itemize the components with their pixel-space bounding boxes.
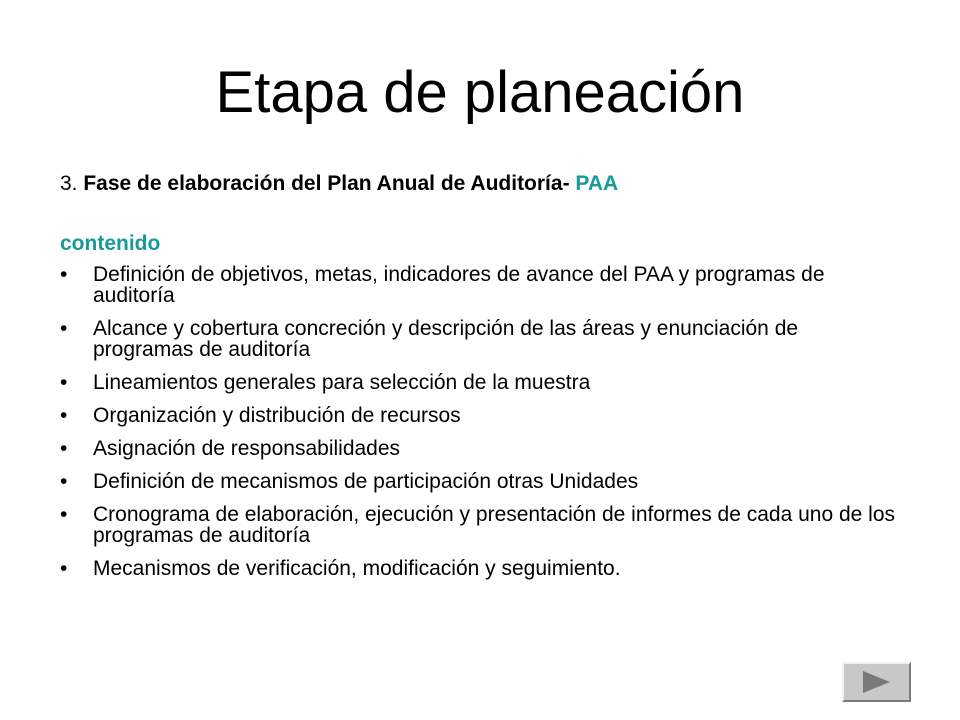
bullet-item (60, 372, 900, 393)
phase-heading (60, 170, 618, 198)
bullet-text: Mecanismos de verificación, modificación y seguimiento. (93, 557, 621, 580)
phase-number: 3. (60, 172, 84, 195)
bullet-item (60, 405, 900, 426)
bullet-marker: • (60, 503, 68, 526)
play-next-icon (863, 671, 890, 693)
bullet-text: Organización y distribución de recursos (93, 404, 461, 427)
bullet-marker: • (60, 317, 68, 340)
bullet-marker: • (60, 371, 68, 394)
bullet-marker: • (60, 263, 68, 286)
phase-title: Fase de elaboración del Plan Anual de Auditoría- (83, 172, 570, 195)
bullet-item (60, 438, 900, 459)
section-label: contenido (60, 232, 161, 255)
bullet-item (60, 504, 900, 546)
bullet-marker: • (60, 557, 68, 580)
bullet-marker: • (60, 404, 68, 427)
bullet-text: Lineamientos generales para selección de la muestra (93, 371, 591, 394)
bullet-text: Asignación de responsabilidades (93, 437, 401, 460)
content-bullet-list (60, 264, 900, 591)
bullet-item (60, 318, 900, 360)
bullet-marker: • (60, 470, 68, 493)
bullet-item (60, 558, 900, 579)
bullet-text: Cronograma de elaboración, ejecución y presentación de informes de cada uno de los programas de auditoría (93, 503, 895, 547)
phase-acronym: PAA (569, 172, 619, 195)
bullet-item (60, 471, 900, 492)
bullet-text: Alcance y cobertura concreción y descripción de las áreas y enunciación de programas de auditoría (93, 317, 799, 361)
bullet-text: Definición de objetivos, metas, indicadores de avance del PAA y programas de auditoría (93, 263, 825, 307)
bullet-text: Definición de mecanismos de participación otras Unidades (93, 470, 639, 493)
bullet-marker: • (60, 437, 68, 460)
next-slide-button[interactable] (842, 662, 911, 702)
slide-title: Etapa de planeación (215, 60, 745, 125)
bullet-item (60, 264, 900, 306)
